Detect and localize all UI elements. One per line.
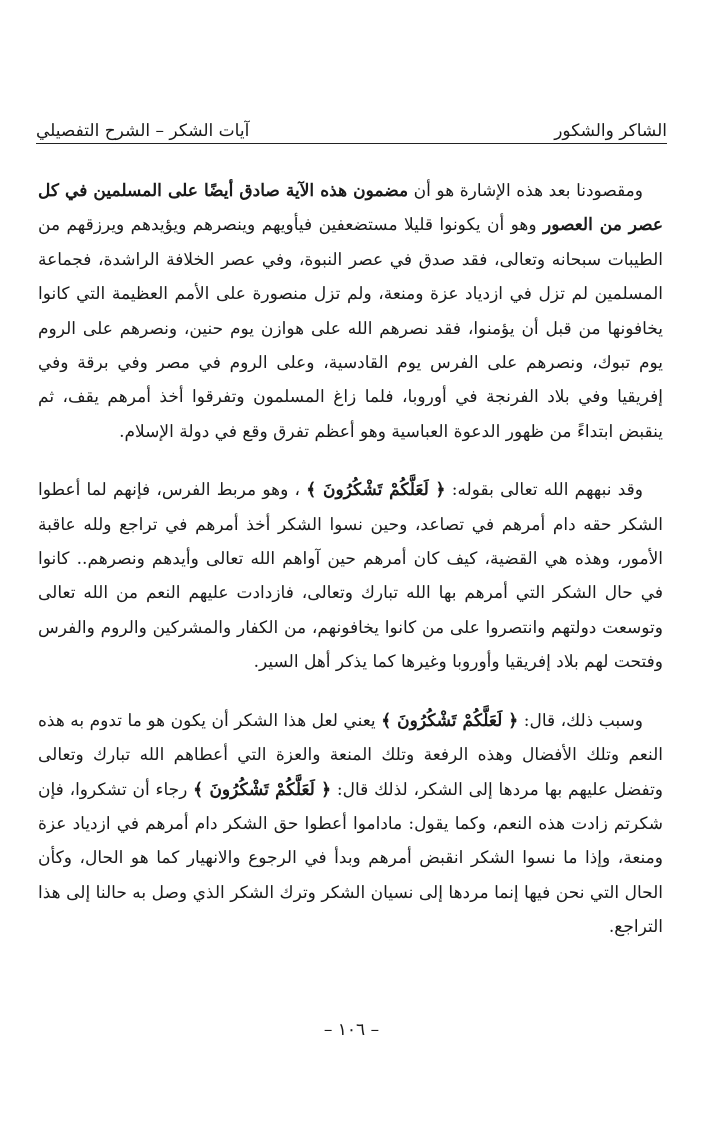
paragraph-1 xyxy=(38,174,663,449)
header-section-title: آيات الشكر – الشرح التفصيلي xyxy=(36,121,250,141)
quran-verse: ﴿ لَعَلَّكُمْ تَشْكُرُونَ ﴾ xyxy=(381,710,519,731)
paragraph-1-emphasis: مضمون هذه الآية صادق أيضًا على المسلمين في كل عصر من العصور xyxy=(38,181,663,236)
quran-verse: ﴿ لَعَلَّكُمْ تَشْكُرُونَ ﴾ xyxy=(193,779,332,800)
paragraph-3 xyxy=(38,704,663,945)
body-text xyxy=(38,174,663,945)
paragraph-3-intro: وسبب ذلك، قال: xyxy=(523,710,644,731)
header-divider xyxy=(36,143,667,144)
paragraph-2-intro: وقد نبههم الله تعالى بقوله: xyxy=(451,480,643,501)
paragraph-3-conclusion: رجاء أن تشكروا، فإن شكرتم زادت هذه النعم، وكما يقول: ماداموا أعطوا حق الشكر دام أمرهم في ازدياد عزة ومنعة، وإذا ما نسوا الشكر انقبض أمرهم وبدأ في الرجوع والانهيار كما هو الحال، وكأن الحال التي نحن فيها إنما مردها إلى نسيان الشكر وترك الشكر الذي وصل به حالنا إلى هذا التراجع. xyxy=(38,779,663,938)
paragraph-1-body: وهو أن يكونوا قليلا مستضعفين فيأويهم وينصرهم ويؤيدهم ويرزقهم من الطيبات سبحانه وتعالى، فقد صدق في عصر النبوة، وفي عصر الخلافة الراشدة، فجماعة المسلمين لم تزل في ازدياد عزة ومنعة، ولم تزل منصورة على الأمم العظيمة التي كانوا يخافونها من قبل أن يؤمنوا، فقد نصرهم الله على هوازن يوم حنين، ونصرهم على الروم يوم تبوك، ونصرهم على الفرس يوم القادسية، وعلى الروم في مصر وفي برقة وفي إفريقيا وفي بلاد الفرنجة في أوروبا، فلما زاغ المسلمون وتفرقوا أخذ أمرهم يقف، ثم ينقبض ابتداءً من ظهور الدعوة العباسية وهو أعظم تفرق وقع في دولة الإسلام. xyxy=(38,215,663,442)
header-book-title: الشاكر والشكور xyxy=(554,121,667,141)
running-header xyxy=(36,108,667,142)
paragraph-1-intro: ومقصودنا بعد هذه الإشارة هو أن xyxy=(413,181,643,201)
paragraph-2-body: ، وهو مربط الفرس، فإنهم لما أعطوا الشكر حقه دام أمرهم في تصاعد، وحين نسوا الشكر أخذ أمرهم في تراجع ولله عاقبة الأمور، وهذه هي القضية، كيف كان أمرهم حين آواهم الله تعالى وأيدهم ونصرهم.. كانوا في حال الشكر التي أمرهم بها الله تبارك وتعالى، فازدادت عليهم النعم من الله تعالى وتوسعت دولتهم وانتصروا على من كانوا يخافونهم، من الكفار والمشركين والروم والفرس وفتحت لهم بلاد إفريقيا وأوروبا وغيرها كما يذكر أهل السير. xyxy=(38,480,663,673)
quran-verse: ﴿ لَعَلَّكُمْ تَشْكُرُونَ ﴾ xyxy=(306,480,446,501)
paragraph-2 xyxy=(38,473,663,679)
paragraph-3-body: يعني لعل هذا الشكر أن يكون هو ما تدوم به هذه النعم وتلك الأفضال وهذه الرفعة وتلك المنعة والعزة التي أعطاهم الله تبارك وتعالى وتفضل عليهم بها مردها إلى الشكر، لذلك قال: xyxy=(38,710,664,800)
page-number: – ١٠٦ – xyxy=(323,1020,380,1040)
